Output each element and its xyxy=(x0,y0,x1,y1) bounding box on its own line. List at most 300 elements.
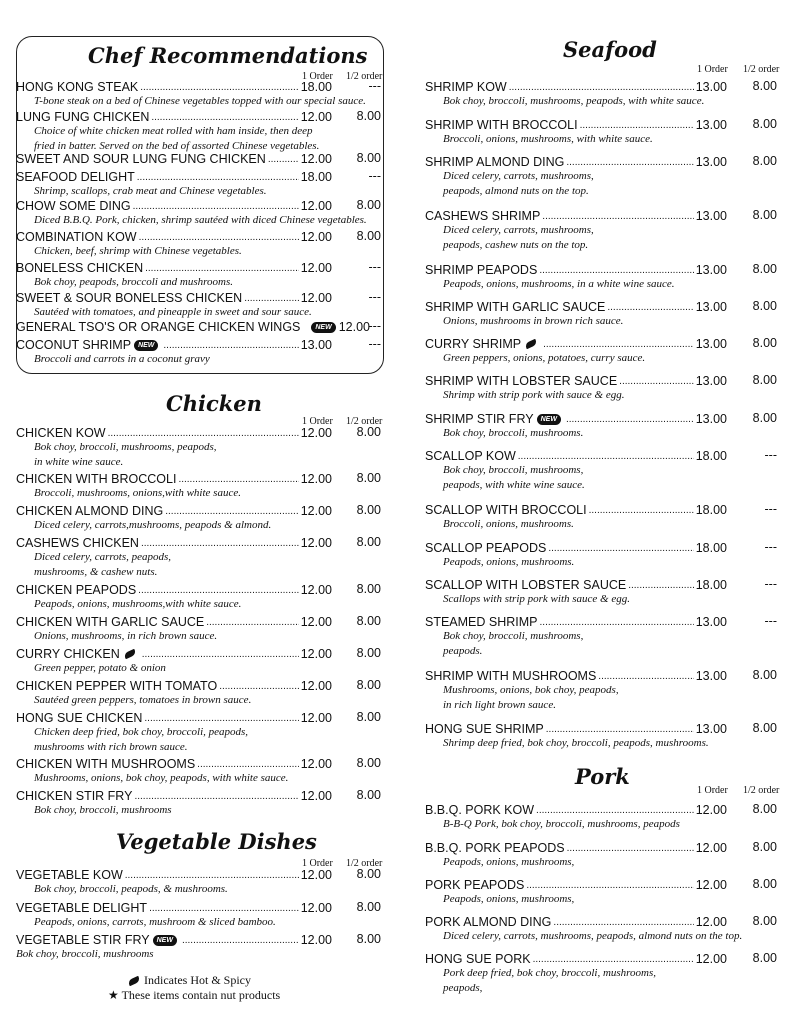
leader-dots xyxy=(598,672,693,683)
item-description: Chicken deep fried, bok choy, broccoli, peapods, xyxy=(34,726,249,738)
price-one-order: 18.00 xyxy=(300,170,332,184)
leader-dots xyxy=(546,725,694,736)
item-name: SHRIMP WITH LOBSTER SAUCE xyxy=(425,374,618,388)
price-half-order: 8.00 xyxy=(356,471,381,485)
price-one-order: 12.00 xyxy=(300,757,332,771)
chicken-item xyxy=(16,426,332,440)
price-half-order: 8.00 xyxy=(752,668,777,682)
leader-dots xyxy=(182,936,299,947)
price-half-order: --- xyxy=(368,260,381,274)
price-one-order: 13.00 xyxy=(695,412,727,426)
item-description: Peapods, onions, mushrooms. xyxy=(443,556,575,568)
price-one-order: 13.00 xyxy=(695,300,727,314)
price-half-order: --- xyxy=(368,337,381,351)
chicken-item xyxy=(16,504,332,518)
price-half-order: 8.00 xyxy=(752,154,777,168)
item-name: COCONUT SHRIMP xyxy=(16,338,132,352)
item-name: HONG SUE PORK xyxy=(425,952,531,966)
leader-dots xyxy=(138,586,299,597)
item-description: Pork deep fried, bok choy, broccoli, mushrooms, xyxy=(443,967,657,979)
chicken-item xyxy=(16,536,332,550)
item-name: HONG KONG STEAK xyxy=(16,80,139,94)
price-half-order: 8.00 xyxy=(356,503,381,517)
leader-dots xyxy=(543,340,694,351)
leader-dots xyxy=(219,682,299,693)
chef-title: Chef Recommendations xyxy=(88,43,368,68)
chef-item xyxy=(16,261,332,275)
price-one-order: 13.00 xyxy=(695,374,727,388)
seafood-item xyxy=(425,615,727,629)
price-one-order: 13.00 xyxy=(695,722,727,736)
item-description: Bok choy, broccoli, mushrooms, peapods, with white sauce. xyxy=(443,95,705,107)
price-half-order: 8.00 xyxy=(356,614,381,628)
price-one-order: 13.00 xyxy=(695,615,727,629)
price-half-order: --- xyxy=(764,577,777,591)
legend-hot-text: Indicates Hot & Spicy xyxy=(144,973,251,987)
seafood-item xyxy=(425,412,727,426)
item-name: SHRIMP WITH BROCCOLI xyxy=(425,118,578,132)
item-name: SCALLOP WITH BROCCOLI xyxy=(425,503,587,517)
price-half-order: 8.00 xyxy=(752,721,777,735)
item-name: SCALLOP WITH LOBSTER SAUCE xyxy=(425,578,627,592)
item-name: SCALLOP PEAPODS xyxy=(425,541,547,555)
leader-dots xyxy=(137,173,299,184)
new-badge-icon: NEW xyxy=(153,935,177,946)
item-description: Peapods, onions, mushrooms,with white sauce. xyxy=(34,598,242,610)
vegetable-item xyxy=(16,933,332,947)
item-description: peapods, almond nuts on the top. xyxy=(443,184,589,197)
leader-dots xyxy=(149,904,299,915)
leader-dots xyxy=(134,792,298,803)
item-name: B.B.Q. PORK PEAPODS xyxy=(425,841,565,855)
item-name: CURRY CHICKEN xyxy=(16,647,120,661)
price-one-order: 18.00 xyxy=(695,503,727,517)
hot-pepper-icon xyxy=(127,976,140,987)
leader-dots xyxy=(140,83,298,94)
seafood-title: Seafood xyxy=(563,37,657,62)
price-one-order: 12.00 xyxy=(338,320,370,334)
item-name: CHICKEN WITH GARLIC SAUCE xyxy=(16,615,205,629)
leader-dots xyxy=(133,202,299,213)
item-description: Choice of white chicken meat rolled with ham inside, then deep xyxy=(34,125,313,137)
vegetable-title: Vegetable Dishes xyxy=(116,829,317,854)
item-description: Green peppers, onions, potatoes, curry sauce. xyxy=(443,352,646,364)
leader-dots xyxy=(151,113,298,124)
item-name: CASHEWS SHRIMP xyxy=(425,209,541,223)
leader-dots xyxy=(536,806,694,817)
item-description: Bok choy, broccoli, mushrooms xyxy=(34,804,172,816)
chicken-title: Chicken xyxy=(166,391,262,416)
price-half-order: --- xyxy=(368,79,381,93)
chef-item xyxy=(16,320,370,334)
chef-item xyxy=(16,110,332,124)
chicken-item xyxy=(16,472,332,486)
item-description: Broccoli, onions, mushrooms, with white sauce. xyxy=(443,133,653,145)
item-description: Broccoli and carrots in a coconut gravy xyxy=(34,353,210,365)
item-description: fried in batter. Served on the bed of assorted Chinese vegetables. xyxy=(34,139,320,152)
price-half-order: 8.00 xyxy=(752,411,777,425)
seafood-item xyxy=(425,80,727,94)
price-one-order: 13.00 xyxy=(695,669,727,683)
chicken-item xyxy=(16,583,332,597)
chef-item xyxy=(16,152,332,166)
price-half-order: --- xyxy=(764,614,777,628)
item-description: Broccoli, mushrooms, onions,with white sauce. xyxy=(34,487,241,499)
item-name: HONG SUE CHICKEN xyxy=(16,711,143,725)
item-description: Peapods, onions, carrots, mushroom & sliced bamboo. xyxy=(34,916,276,928)
price-one-order: 18.00 xyxy=(695,541,727,555)
leader-dots xyxy=(566,158,693,169)
item-description: Peapods, onions, mushrooms, xyxy=(443,893,575,905)
leader-dots xyxy=(165,507,298,518)
item-name: CHICKEN WITH MUSHROOMS xyxy=(16,757,196,771)
price-half-order: 8.00 xyxy=(752,951,777,965)
chef-header-half-order: 1/2 order xyxy=(346,71,383,82)
leader-dots xyxy=(268,155,299,166)
item-description: Diced celery, carrots, mushrooms, xyxy=(443,224,594,236)
leader-dots xyxy=(580,121,694,132)
item-name: STEAMED SHRIMP xyxy=(425,615,538,629)
item-name: CHICKEN PEPPER WITH TOMATO xyxy=(16,679,218,693)
new-badge-icon: NEW xyxy=(537,414,561,425)
price-half-order: 8.00 xyxy=(752,877,777,891)
price-half-order: --- xyxy=(764,448,777,462)
price-half-order: 8.00 xyxy=(356,582,381,596)
leader-dots xyxy=(108,429,299,440)
item-description: in rich light brown sauce. xyxy=(443,698,556,711)
star-icon: ★ xyxy=(108,988,119,1002)
price-one-order: 18.00 xyxy=(300,80,332,94)
chicken-item xyxy=(16,789,332,803)
item-description: Peapods, onions, mushrooms, xyxy=(443,856,575,868)
item-name: CHICKEN KOW xyxy=(16,426,106,440)
leader-dots xyxy=(142,650,299,661)
legend-nut xyxy=(108,988,280,1003)
leader-dots xyxy=(206,618,299,629)
item-description: peapods, cashew nuts on the top. xyxy=(443,238,589,251)
chef-item xyxy=(16,170,332,184)
price-one-order: 12.00 xyxy=(300,504,332,518)
leader-dots xyxy=(509,83,694,94)
price-half-order: 8.00 xyxy=(752,802,777,816)
item-name: PORK ALMOND DING xyxy=(425,915,552,929)
price-half-order: 8.00 xyxy=(752,336,777,350)
item-description: Mushrooms, onions, bok choy, peapods, xyxy=(443,684,619,696)
leader-dots xyxy=(542,212,693,223)
item-name: SCALLOP KOW xyxy=(425,449,516,463)
price-one-order: 12.00 xyxy=(300,261,332,275)
price-one-order: 12.00 xyxy=(300,789,332,803)
item-name: CHICKEN WITH BROCCOLI xyxy=(16,472,177,486)
item-description: Bok choy, broccoli, mushrooms, peapods, xyxy=(34,441,217,453)
leader-dots xyxy=(163,341,298,352)
item-description: Broccoli, onions, mushrooms. xyxy=(443,518,574,530)
item-description: Onions, mushrooms in brown rich sauce. xyxy=(443,315,624,327)
item-name: VEGETABLE STIR FRY xyxy=(16,933,150,947)
leader-dots xyxy=(567,844,694,855)
leader-dots xyxy=(553,918,693,929)
item-description: Onions, mushrooms, in rich brown sauce. xyxy=(34,630,218,642)
price-one-order: 12.00 xyxy=(300,110,332,124)
item-description: Bok choy, broccoli, mushrooms, xyxy=(443,630,584,642)
item-description: Shrimp with strip pork with sauce & egg. xyxy=(443,389,625,401)
price-one-order: 12.00 xyxy=(300,230,332,244)
chicken-item xyxy=(16,679,332,693)
hot-pepper-icon xyxy=(123,649,136,660)
item-name: SHRIMP KOW xyxy=(425,80,507,94)
chef-item xyxy=(16,199,332,213)
leader-dots xyxy=(144,714,298,725)
seafood-item xyxy=(425,722,727,736)
price-half-order: 8.00 xyxy=(356,425,381,439)
price-half-order: 8.00 xyxy=(356,900,381,914)
vegetable-header-half-order: 1/2 order xyxy=(346,858,383,869)
price-half-order: --- xyxy=(368,169,381,183)
leader-dots xyxy=(141,539,299,550)
item-name: CHOW SOME DING xyxy=(16,199,131,213)
item-description: peapods, xyxy=(443,981,483,994)
chef-item xyxy=(16,80,332,94)
seafood-header-one-order: 1 Order xyxy=(697,64,728,75)
item-name: CHICKEN STIR FRY xyxy=(16,789,133,803)
leader-dots xyxy=(533,955,694,966)
price-half-order: 8.00 xyxy=(356,109,381,123)
price-one-order: 12.00 xyxy=(300,152,332,166)
price-half-order: 8.00 xyxy=(356,678,381,692)
pork-header-one-order: 1 Order xyxy=(697,785,728,796)
chicken-item xyxy=(16,615,332,629)
leader-dots xyxy=(628,581,694,592)
pork-title: Pork xyxy=(575,764,630,789)
item-description: Mushrooms, onions, bok choy, peapods, with white sauce. xyxy=(34,772,289,784)
price-one-order: 12.00 xyxy=(300,615,332,629)
price-half-order: 8.00 xyxy=(752,373,777,387)
seafood-item xyxy=(425,337,727,351)
price-half-order: 8.00 xyxy=(752,299,777,313)
seafood-item xyxy=(425,300,727,314)
price-half-order: --- xyxy=(368,290,381,304)
price-one-order: 12.00 xyxy=(300,868,332,882)
item-description: Bok choy, broccoli, peapods, & mushrooms. xyxy=(34,883,228,895)
item-name: SHRIMP WITH MUSHROOMS xyxy=(425,669,597,683)
item-description: Scallops with strip pork with sauce & egg. xyxy=(443,593,630,605)
pork-item xyxy=(425,915,727,929)
chicken-item xyxy=(16,647,332,661)
item-description: B-B-Q Pork, bok choy, broccoli, mushrooms, peapods xyxy=(443,818,680,830)
leader-dots xyxy=(539,266,693,277)
item-name: VEGETABLE KOW xyxy=(16,868,123,882)
price-one-order: 12.00 xyxy=(695,803,727,817)
item-description: Peapods, onions, mushrooms, in a white wine sauce. xyxy=(443,278,675,290)
pork-item xyxy=(425,878,727,892)
price-one-order: 12.00 xyxy=(300,933,332,947)
price-half-order: 8.00 xyxy=(356,535,381,549)
price-half-order: 8.00 xyxy=(356,646,381,660)
price-half-order: 8.00 xyxy=(356,710,381,724)
price-one-order: 12.00 xyxy=(695,952,727,966)
leader-dots xyxy=(619,377,694,388)
item-name: HONG SUE SHRIMP xyxy=(425,722,544,736)
item-name: SWEET AND SOUR LUNG FUNG CHICKEN xyxy=(16,152,266,166)
item-description: Diced celery, carrots, peapods, xyxy=(34,551,172,563)
item-name: CASHEWS CHICKEN xyxy=(16,536,139,550)
new-badge-icon: NEW xyxy=(134,340,158,351)
item-description: Green pepper, potato & onion xyxy=(34,662,166,674)
price-half-order: 8.00 xyxy=(752,208,777,222)
price-half-order: 8.00 xyxy=(356,198,381,212)
seafood-item xyxy=(425,118,727,132)
leader-dots xyxy=(518,452,694,463)
leader-dots xyxy=(540,618,694,629)
price-half-order: 8.00 xyxy=(752,117,777,131)
leader-dots xyxy=(244,294,299,305)
item-name: PORK PEAPODS xyxy=(425,878,525,892)
chicken-header-half-order: 1/2 order xyxy=(346,416,383,427)
price-one-order: 13.00 xyxy=(300,338,332,352)
price-half-order: 8.00 xyxy=(356,756,381,770)
item-description: T-bone steak on a bed of Chinese vegetables topped with our special sauce. xyxy=(34,95,366,107)
seafood-item xyxy=(425,669,727,683)
price-one-order: 18.00 xyxy=(695,449,727,463)
seafood-item xyxy=(425,503,727,517)
price-one-order: 12.00 xyxy=(695,915,727,929)
item-description: Bok choy, broccoli, mushrooms, xyxy=(443,464,584,476)
item-name: GENERAL TSO'S OR ORANGE CHICKEN WINGS xyxy=(16,320,301,334)
chicken-item xyxy=(16,757,332,771)
leader-dots xyxy=(566,415,694,426)
pork-item xyxy=(425,803,727,817)
item-description: Bok choy, broccoli, mushrooms xyxy=(16,948,154,960)
hot-pepper-icon xyxy=(524,339,537,350)
item-description: in white wine sauce. xyxy=(34,455,124,468)
price-half-order: 8.00 xyxy=(356,788,381,802)
item-description: Diced celery, carrots, mushrooms, peapods, almond nuts on the top. xyxy=(443,930,743,942)
price-half-order: 8.00 xyxy=(356,229,381,243)
leader-dots xyxy=(145,264,299,275)
price-one-order: 12.00 xyxy=(300,472,332,486)
seafood-item xyxy=(425,541,727,555)
leader-dots xyxy=(548,544,693,555)
price-half-order: --- xyxy=(764,502,777,516)
item-description: Shrimp, scallops, crab meat and Chinese vegetables. xyxy=(34,185,267,197)
chef-item xyxy=(16,291,332,305)
item-description: mushrooms, & cashew nuts. xyxy=(34,565,158,578)
price-one-order: 12.00 xyxy=(300,679,332,693)
leader-dots xyxy=(197,760,299,771)
price-half-order: 8.00 xyxy=(356,867,381,881)
item-name: BONELESS CHICKEN xyxy=(16,261,144,275)
price-one-order: 12.00 xyxy=(300,426,332,440)
leader-dots xyxy=(607,303,693,314)
seafood-item xyxy=(425,449,727,463)
leader-dots xyxy=(589,506,694,517)
price-one-order: 13.00 xyxy=(695,155,727,169)
price-one-order: 12.00 xyxy=(300,711,332,725)
price-half-order: 8.00 xyxy=(356,151,381,165)
seafood-item xyxy=(425,263,727,277)
item-name: B.B.Q. PORK KOW xyxy=(425,803,535,817)
price-one-order: 12.00 xyxy=(300,583,332,597)
item-description: Bok choy, peapods, broccoli and mushrooms. xyxy=(34,276,233,288)
item-description: Chicken, beef, shrimp with Chinese vegetables. xyxy=(34,245,242,257)
item-name: SHRIMP STIR FRY xyxy=(425,412,534,426)
price-one-order: 13.00 xyxy=(695,209,727,223)
item-name: SHRIMP PEAPODS xyxy=(425,263,538,277)
price-one-order: 12.00 xyxy=(695,841,727,855)
price-half-order: 8.00 xyxy=(356,932,381,946)
price-one-order: 13.00 xyxy=(695,263,727,277)
seafood-item xyxy=(425,374,727,388)
price-half-order: 8.00 xyxy=(752,914,777,928)
item-description: Shrimp deep fried, bok choy, broccoli, peapods, mushrooms. xyxy=(443,737,709,749)
price-one-order: 12.00 xyxy=(300,901,332,915)
price-one-order: 13.00 xyxy=(695,337,727,351)
leader-dots xyxy=(526,881,693,892)
price-half-order: --- xyxy=(368,319,381,333)
item-description: peapods. xyxy=(443,644,483,657)
item-name: SHRIMP WITH GARLIC SAUCE xyxy=(425,300,606,314)
item-name: CURRY SHRIMP xyxy=(425,337,522,351)
price-one-order: 12.00 xyxy=(695,878,727,892)
chef-item xyxy=(16,338,332,352)
price-one-order: 18.00 xyxy=(695,578,727,592)
price-half-order: 8.00 xyxy=(752,840,777,854)
vegetable-item xyxy=(16,868,332,882)
item-description: Sautéed with tomatoes, and pineapple in sweet and sour sauce. xyxy=(34,306,312,318)
item-name: SWEET & SOUR BONELESS CHICKEN xyxy=(16,291,243,305)
price-one-order: 13.00 xyxy=(695,80,727,94)
leader-dots xyxy=(125,871,299,882)
price-half-order: --- xyxy=(764,540,777,554)
leader-dots xyxy=(139,233,299,244)
item-name: SEAFOOD DELIGHT xyxy=(16,170,135,184)
vegetable-item xyxy=(16,901,332,915)
item-name: CHICKEN PEAPODS xyxy=(16,583,137,597)
item-description: Diced celery, carrots,mushrooms, peapods & almond. xyxy=(34,519,272,531)
item-name: CHICKEN ALMOND DING xyxy=(16,504,164,518)
item-name: COMBINATION KOW xyxy=(16,230,137,244)
item-description: peapods, with white wine sauce. xyxy=(443,478,585,491)
vegetable-header-one-order: 1 Order xyxy=(302,858,333,869)
pork-header-half-order: 1/2 order xyxy=(743,785,780,796)
item-name: VEGETABLE DELIGHT xyxy=(16,901,148,915)
chef-item xyxy=(16,230,332,244)
chicken-item xyxy=(16,711,332,725)
item-description: Diced celery, carrots, mushrooms, xyxy=(443,170,594,182)
hot-pepper-icon xyxy=(303,324,306,329)
price-one-order: 12.00 xyxy=(300,199,332,213)
new-badge-icon: NEW xyxy=(311,322,335,333)
item-description: Sautéed green peppers, tomatoes in brown sauce. xyxy=(34,694,252,706)
legend-hot xyxy=(124,973,251,988)
seafood-item xyxy=(425,209,727,223)
price-one-order: 13.00 xyxy=(695,118,727,132)
legend-nut-text: These items contain nut products xyxy=(121,988,281,1002)
price-one-order: 12.00 xyxy=(300,536,332,550)
chef-header-one-order: 1 Order xyxy=(302,71,333,82)
leader-dots xyxy=(178,475,298,486)
pork-item xyxy=(425,841,727,855)
item-description: Diced B.B.Q. Pork, chicken, shrimp sautéed with diced Chinese vegetables. xyxy=(34,214,367,226)
item-name: LUNG FUNG CHICKEN xyxy=(16,110,150,124)
chicken-header-one-order: 1 Order xyxy=(302,416,333,427)
price-half-order: 8.00 xyxy=(752,262,777,276)
seafood-item xyxy=(425,578,727,592)
item-description: Bok choy, broccoli, mushrooms. xyxy=(443,427,584,439)
item-description: mushrooms with rich brown sauce. xyxy=(34,740,188,753)
pork-item xyxy=(425,952,727,966)
price-half-order: 8.00 xyxy=(752,79,777,93)
